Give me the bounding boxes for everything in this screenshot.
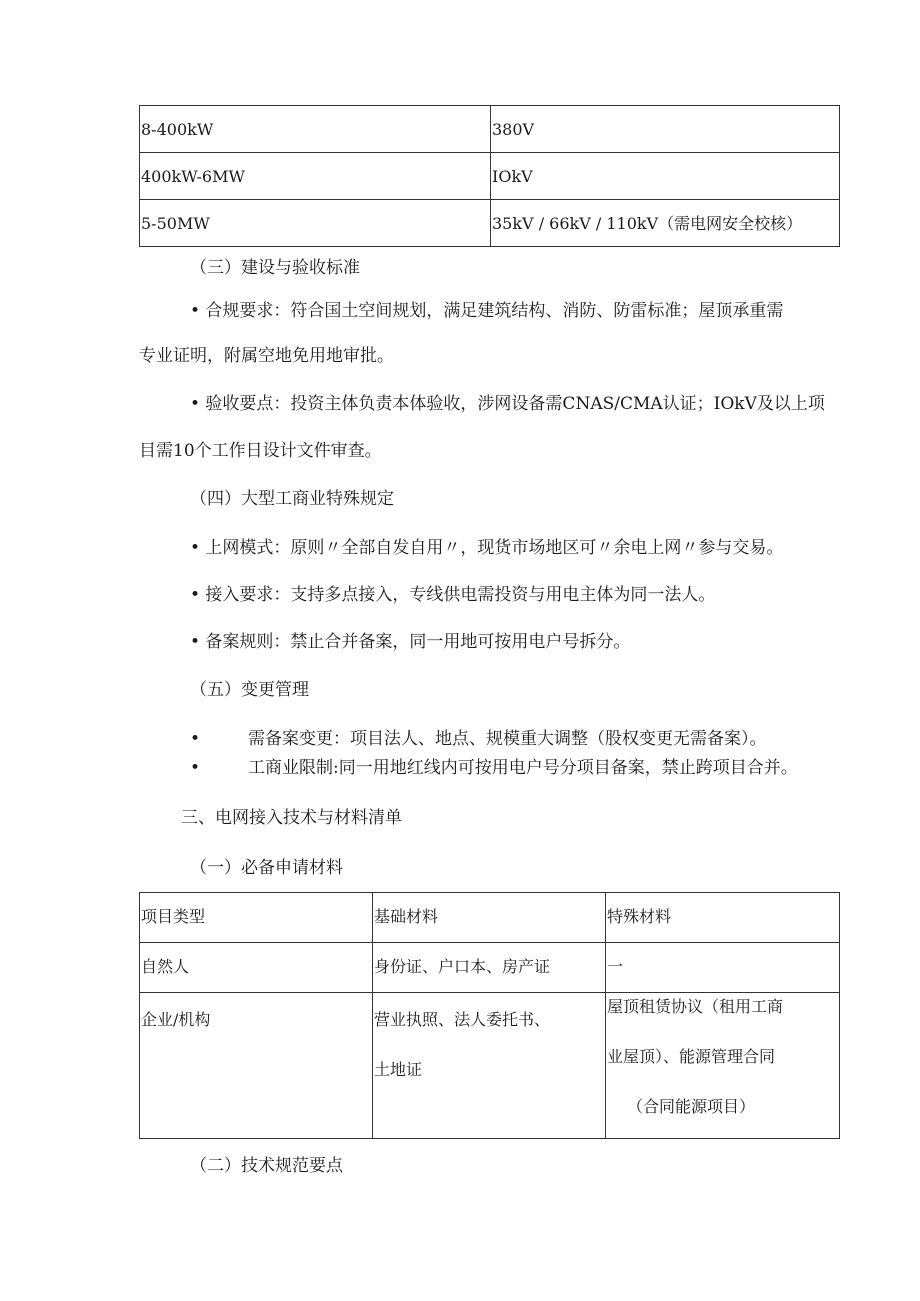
list-item-bullet: • (190, 729, 201, 749)
section-heading: （三）建设与验收标准 (190, 258, 360, 278)
section-heading: （四）大型工商业特殊规定 (190, 489, 394, 509)
paragraph: 目需10个工作日设计文件审查。 (139, 441, 382, 461)
table-row (140, 106, 840, 153)
table-cell: 400kW-6MW (140, 153, 491, 200)
table-row (140, 993, 840, 1139)
table-header-row (140, 893, 840, 943)
table-cell: 身份证、户口本、房产证 (373, 943, 606, 993)
table-cell: 380V (491, 106, 840, 153)
column-header: 基础材料 (373, 893, 606, 943)
voltage-table (139, 105, 840, 247)
table-cell: IOkV (491, 153, 840, 200)
table-cell: 一 (606, 943, 840, 993)
cell-text: 企业/机构 (141, 1010, 211, 1029)
section-heading: （一）必备申请材料 (190, 858, 343, 878)
table-cell: 5-50MW (140, 200, 491, 247)
section-heading: （五）变更管理 (190, 680, 309, 700)
list-item: • 备案规则：禁止合并备案，同一用地可按用电户号拆分。 (190, 632, 631, 652)
paragraph: • 验收要点：投资主体负责本体验收，涉网设备需CNAS/CMA认证；IOkV及以上项 (190, 394, 825, 414)
table-cell (606, 993, 840, 1139)
table-row (140, 943, 840, 993)
list-item: 工商业限制:同一用地红线内可按用电户号分项目备案，禁止跨项目合并。 (248, 758, 798, 778)
materials-table (139, 892, 840, 1139)
table-cell (373, 993, 606, 1139)
list-item: • 接入要求：支持多点接入，专线供电需投资与用电主体为同一法人。 (190, 585, 716, 605)
chapter-heading: 三、电网接入技术与材料清单 (181, 808, 402, 828)
column-header: 特殊材料 (606, 893, 840, 943)
cell-text: 土地证 (374, 1060, 423, 1079)
paragraph: 专业证明，附属空地免用地审批。 (139, 346, 394, 366)
cell-text: 屋顶租赁协议（租用工商 (607, 997, 784, 1016)
section-heading: （二）技术规范要点 (190, 1156, 343, 1176)
cell-text: （合同能源项目） (627, 1097, 756, 1116)
paragraph: • 合规要求：符合国土空间规划，满足建筑结构、消防、防雷标准；屋顶承重需 (190, 301, 784, 321)
table-cell: 自然人 (140, 943, 373, 993)
list-item: 需备案变更：项目法人、地点、规模重大调整（股权变更无需备案）。 (248, 729, 767, 749)
cell-text: 业屋顶）、能源管理合同 (607, 1047, 776, 1066)
column-header: 项目类型 (140, 893, 373, 943)
table-cell: 35kV / 66kV / 110kV（需电网安全校核） (491, 200, 840, 247)
cell-text: 营业执照、法人委托书、 (374, 1010, 551, 1029)
list-item-bullet: • (190, 758, 201, 778)
list-item: • 上网模式：原则〃全部自发自用〃，现货市场地区可〃余电上网〃参与交易。 (190, 538, 784, 558)
table-row (140, 153, 840, 200)
table-cell (140, 993, 373, 1139)
table-row (140, 200, 840, 247)
table-cell: 8-400kW (140, 106, 491, 153)
